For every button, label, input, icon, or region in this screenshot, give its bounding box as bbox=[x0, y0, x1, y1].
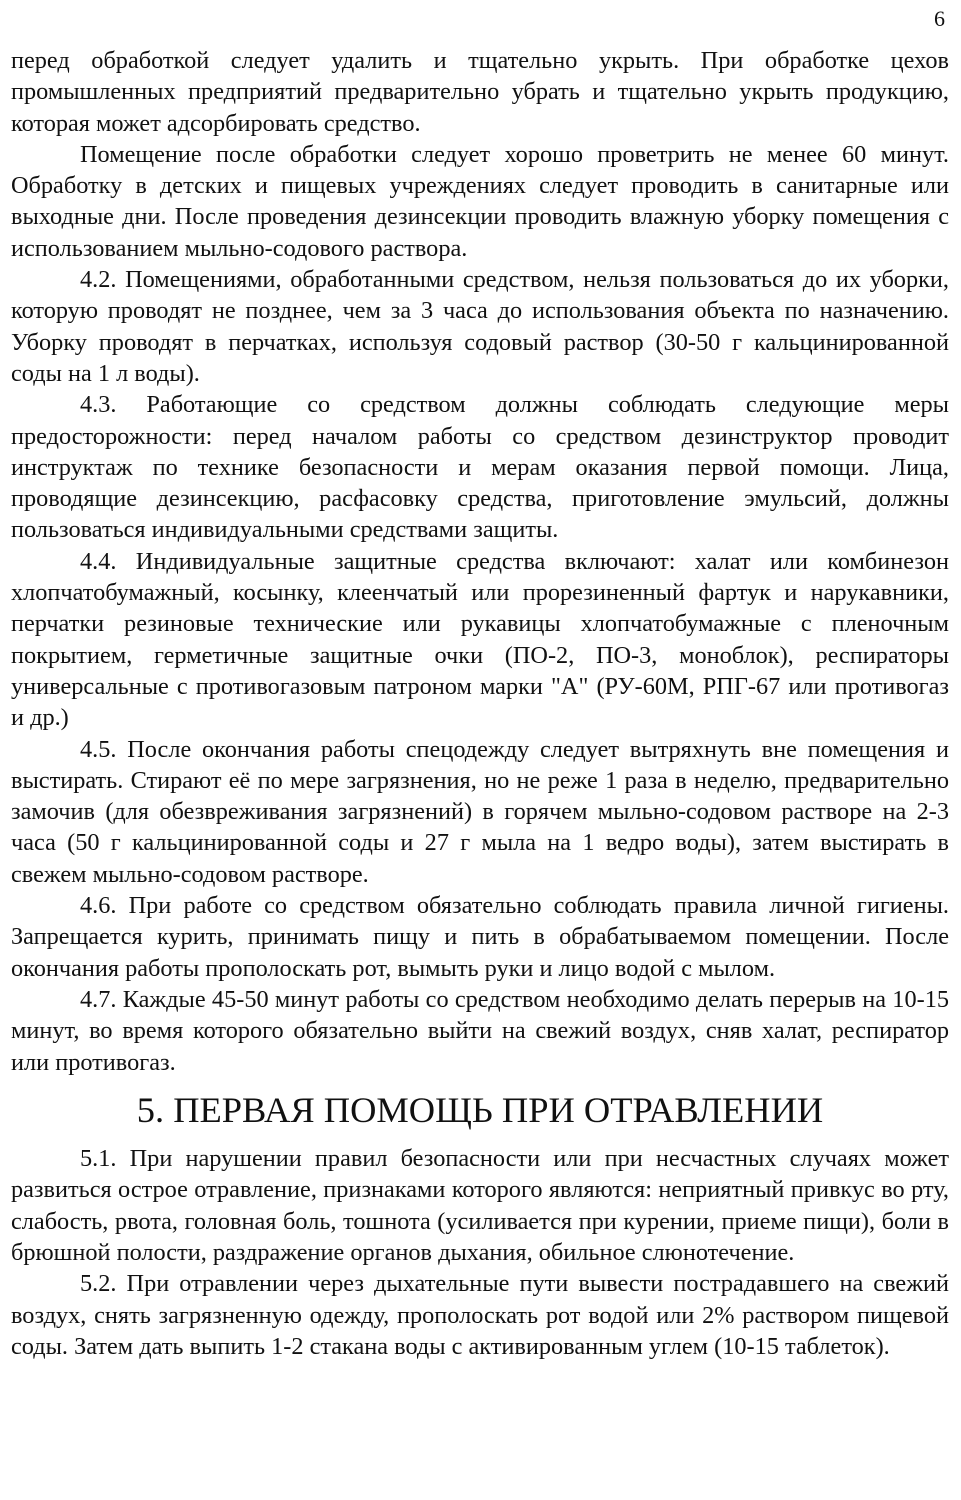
paragraph-4-2: 4.2. Помещениями, обработанными средством, нельзя пользоваться до их уборки, которую проводят не позднее, чем за 3 часа до использования объекта по назначению. Уборку проводят в перчатках, используя содовый раствор (30-50 г кальцинированной соды на 1 л воды). bbox=[11, 266, 949, 387]
page-number: 6 bbox=[934, 6, 945, 31]
paragraph-4-4: 4.4. Индивидуальные защитные средства включают: халат или комбинезон хлопчатобумажный, косынку, клеенчатый или прорезиненный фартук и нарукавники, перчатки резиновые технические или рукавицы хлопчатобумажные с пленочным покрытием, герметичные защитные очки (ПО-2, ПО-3, моноблок), респираторы универсальные с противогазовым патроном марки "А" (РУ-60М, РПГ-67 или противогаз и др.) bbox=[11, 547, 949, 732]
section-heading: 5. ПЕРВАЯ ПОМОЩЬ ПРИ ОТРАВЛЕНИИ bbox=[136, 1089, 824, 1130]
paragraph-4-7: 4.7. Каждые 45-50 минут работы со средством необходимо делать перерыв на 10-15 минут, во время которого обязательно выйти на свежий воздух, сняв халат, респиратор или противогаз. bbox=[11, 985, 949, 1076]
paragraph-continuation: перед обработкой следует удалить и тщательно укрыть. При обработке цехов промышленных предприятий предварительно убрать и тщательно укрыть продукцию, которая может адсорбировать средство. bbox=[11, 47, 949, 137]
paragraph-4-5: 4.5. После окончания работы спецодежду следует вытряхнуть вне помещения и выстирать. Стирают её по мере загрязнения, но не реже 1 раза в неделю, предварительно замочив (для обезвреживания загрязнений) в горячем мыльно-содовом растворе на 2-3 часа (50 г кальцинированной соды и 27 г мыла на 1 ведро воды), затем выстирать в свежем мыльно-содовом растворе. bbox=[11, 735, 949, 888]
paragraph-4-6: 4.6. При работе со средством обязательно соблюдать правила личной гигиены. Запрещается курить, принимать пищу и пить в обрабатываемом помещении. После окончания работы прополоскать рот, вымыть руки и лицо водой с мылом. bbox=[11, 892, 949, 982]
paragraph-5-1: 5.1. При нарушении правил безопасности или при несчастных случаях может развиться острое отравление, признаками которого являются: неприятный привкус во рту, слабость, рвота, головная боль, тошнота (усиливается при курении, приеме пищи), боли в брюшной полости, раздражение органов дыхания, обильное слюнотечение. bbox=[11, 1145, 949, 1266]
paragraph-5-2: 5.2. При отравлении через дыхательные пути вывести пострадавшего на свежий воздух, снять загрязненную одежду, прополоскать рот водой или 2% раствором пищевой соды. Затем дать выпить 1-2 стакана воды с активированным углем (10-15 таблеток). bbox=[11, 1270, 949, 1360]
document-body bbox=[11, 45, 949, 1362]
paragraph-ventilation: Помещение после обработки следует хорошо проветрить не менее 60 минут. Обработку в детских и пищевых учреждениях следует проводить в санитарные или выходные дни. После проведения дезинсекции проводить влажную уборку помещения с использованием мыльно-содового раствора. bbox=[11, 140, 949, 262]
paragraph-4-3: 4.3. Работающие со средством должны соблюдать следующие меры предосторожности: перед началом работы со средством дезинструктор проводит инструктаж по технике безопасности и мерам оказания первой помощи. Лица, проводящие дезинсекцию, расфасовку средства, приготовление эмульсий, должны пользоваться индивидуальными средствами защиты. bbox=[11, 391, 949, 544]
